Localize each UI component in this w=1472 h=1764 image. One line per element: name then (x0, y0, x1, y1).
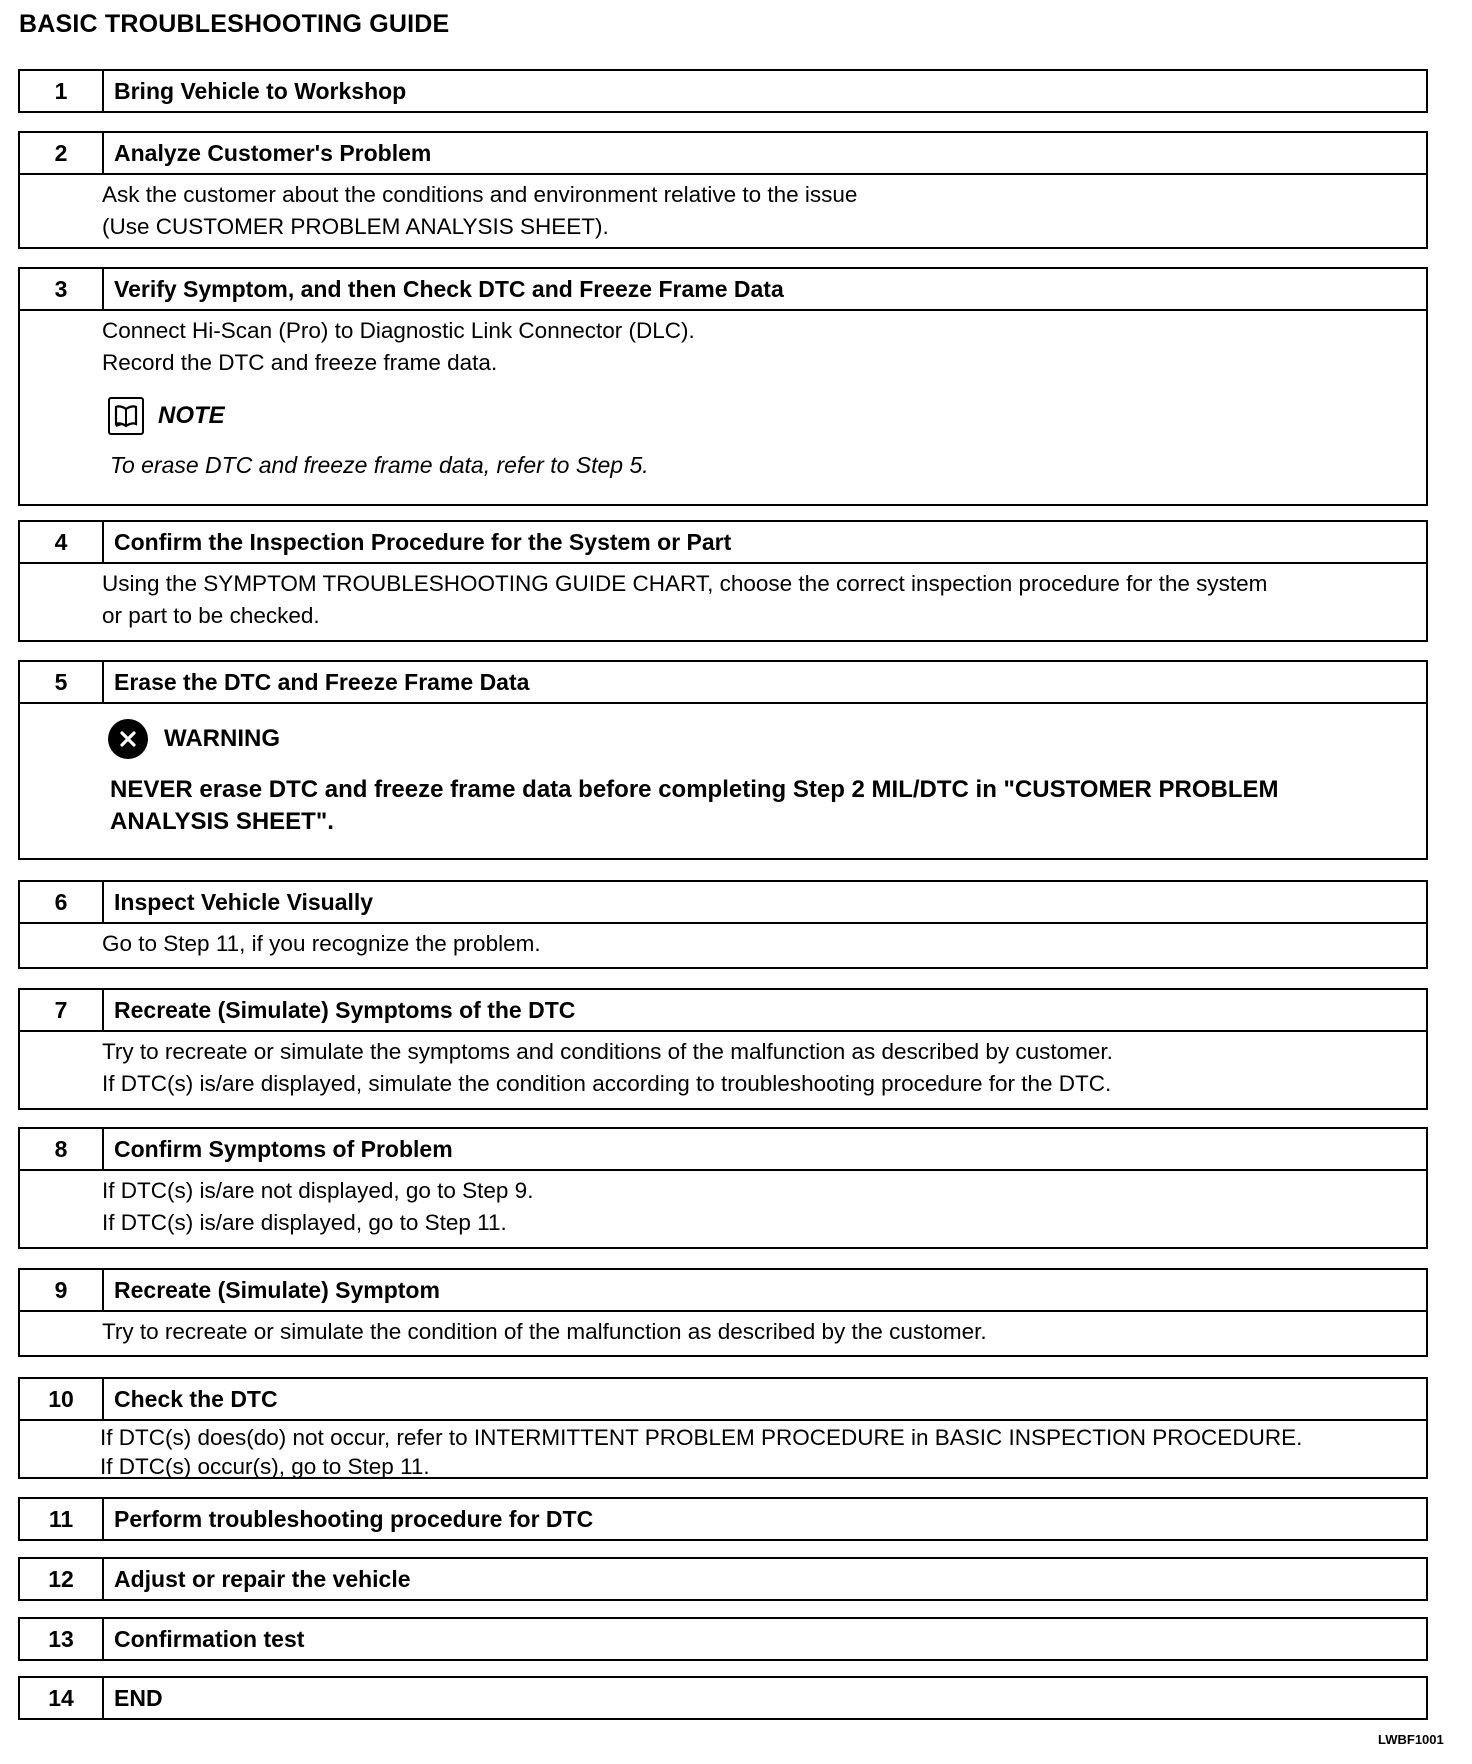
step-6 (18, 880, 1428, 969)
step-header (20, 269, 1426, 311)
step-number: 4 (20, 522, 104, 562)
step-header (20, 1270, 1426, 1312)
step-heading: Adjust or repair the vehicle (114, 1565, 411, 1592)
step-header (20, 990, 1426, 1032)
step-body (20, 1421, 1426, 1489)
note-text: To erase DTC and freeze frame data, refer to Step 5. (110, 452, 649, 478)
body-line: Connect Hi-Scan (Pro) to Diagnostic Link Connector (DLC). (102, 318, 695, 343)
step-number: 2 (20, 133, 104, 173)
step-number: 11 (20, 1499, 104, 1539)
warning-text (110, 774, 1426, 838)
page-title: BASIC TROUBLESHOOTING GUIDE (19, 10, 450, 38)
step-header (20, 1678, 1426, 1718)
step-heading: Check the DTC (114, 1385, 278, 1412)
step-heading: Confirm Symptoms of Problem (114, 1135, 453, 1162)
x-circle-icon (108, 719, 148, 759)
step-12 (18, 1557, 1428, 1601)
step-body (20, 311, 1426, 489)
step-number: 14 (20, 1678, 104, 1718)
step-body (20, 175, 1426, 251)
figure-code: LWBF1001 (1378, 1732, 1444, 1747)
step-header (20, 1379, 1426, 1421)
step-header (20, 662, 1426, 704)
step-11 (18, 1497, 1428, 1541)
step-number: 8 (20, 1129, 104, 1169)
step-number: 13 (20, 1619, 104, 1659)
step-heading: Inspect Vehicle Visually (114, 888, 374, 915)
step-number: 6 (20, 882, 104, 922)
step-heading: Erase the DTC and Freeze Frame Data (114, 668, 530, 695)
step-body (20, 718, 1426, 846)
step-body (20, 924, 1426, 968)
step-8 (18, 1127, 1428, 1249)
step-10 (18, 1377, 1428, 1479)
step-header (20, 133, 1426, 175)
body-line: (Use CUSTOMER PROBLEM ANALYSIS SHEET). (102, 214, 609, 239)
step-9 (18, 1268, 1428, 1357)
body-line: If DTC(s) does(do) not occur, refer to INTERMITTENT PROBLEM PROCEDURE in BASIC INSPECTION PROCEDURE. (100, 1425, 1303, 1450)
body-line: Try to recreate or simulate the condition of the malfunction as described by the customer. (102, 1319, 987, 1344)
step-header (20, 522, 1426, 564)
body-line: Record the DTC and freeze frame data. (102, 350, 498, 375)
step-header (20, 71, 1426, 111)
step-number: 7 (20, 990, 104, 1030)
body-line: Ask the customer about the conditions and environment relative to the issue (102, 182, 858, 207)
step-number: 10 (20, 1379, 104, 1419)
step-3 (18, 267, 1428, 506)
step-header (20, 1129, 1426, 1171)
step-number: 1 (20, 71, 104, 111)
warning-label: WARNING (164, 725, 280, 752)
step-1 (18, 69, 1428, 113)
step-heading: Recreate (Simulate) Symptom (114, 1276, 440, 1303)
step-heading: Confirmation test (114, 1625, 305, 1652)
body-line: If DTC(s) is/are not displayed, go to Step 9. (102, 1178, 534, 1203)
body-line: If DTC(s) occur(s), go to Step 11. (100, 1454, 430, 1479)
step-4 (18, 520, 1428, 642)
body-line: or part to be checked. (102, 603, 320, 628)
step-5 (18, 660, 1428, 860)
step-header (20, 882, 1426, 924)
step-body (20, 1032, 1426, 1108)
step-body (20, 564, 1426, 640)
step-7 (18, 988, 1428, 1110)
step-body (20, 1312, 1426, 1356)
body-line: Go to Step 11, if you recognize the problem. (102, 931, 541, 956)
warning-line: NEVER erase DTC and freeze frame data before completing Step 2 MIL/DTC in "CUSTOMER PROBLEM (110, 776, 1279, 803)
step-heading: END (114, 1684, 163, 1711)
step-2 (18, 131, 1428, 249)
step-heading: Recreate (Simulate) Symptoms of the DTC (114, 996, 576, 1023)
note-label: NOTE (158, 402, 225, 429)
step-heading: Bring Vehicle to Workshop (114, 77, 407, 104)
warning-line: ANALYSIS SHEET". (110, 808, 334, 835)
step-number: 5 (20, 662, 104, 702)
step-body (20, 1171, 1426, 1247)
body-line: Using the SYMPTOM TROUBLESHOOTING GUIDE CHART, choose the correct inspection procedure for the system (102, 571, 1268, 596)
book-icon (108, 397, 144, 435)
step-number: 9 (20, 1270, 104, 1310)
step-number: 12 (20, 1559, 104, 1599)
body-line: If DTC(s) is/are displayed, go to Step 11. (102, 1210, 507, 1235)
step-heading: Analyze Customer's Problem (114, 139, 432, 166)
note-callout (108, 395, 1426, 437)
body-line: Try to recreate or simulate the symptoms and conditions of the malfunction as described by customer. (102, 1039, 1113, 1064)
step-header (20, 1619, 1426, 1659)
step-heading: Perform troubleshooting procedure for DTC (114, 1505, 594, 1532)
step-header (20, 1499, 1426, 1539)
warning-callout (108, 718, 1426, 760)
step-13 (18, 1617, 1428, 1661)
body-line: If DTC(s) is/are displayed, simulate the condition according to troubleshooting procedure for the DTC. (102, 1071, 1112, 1096)
step-14 (18, 1676, 1428, 1720)
step-header (20, 1559, 1426, 1599)
step-heading: Confirm the Inspection Procedure for the System or Part (114, 528, 732, 555)
step-heading: Verify Symptom, and then Check DTC and Freeze Frame Data (114, 275, 784, 302)
step-number: 3 (20, 269, 104, 309)
